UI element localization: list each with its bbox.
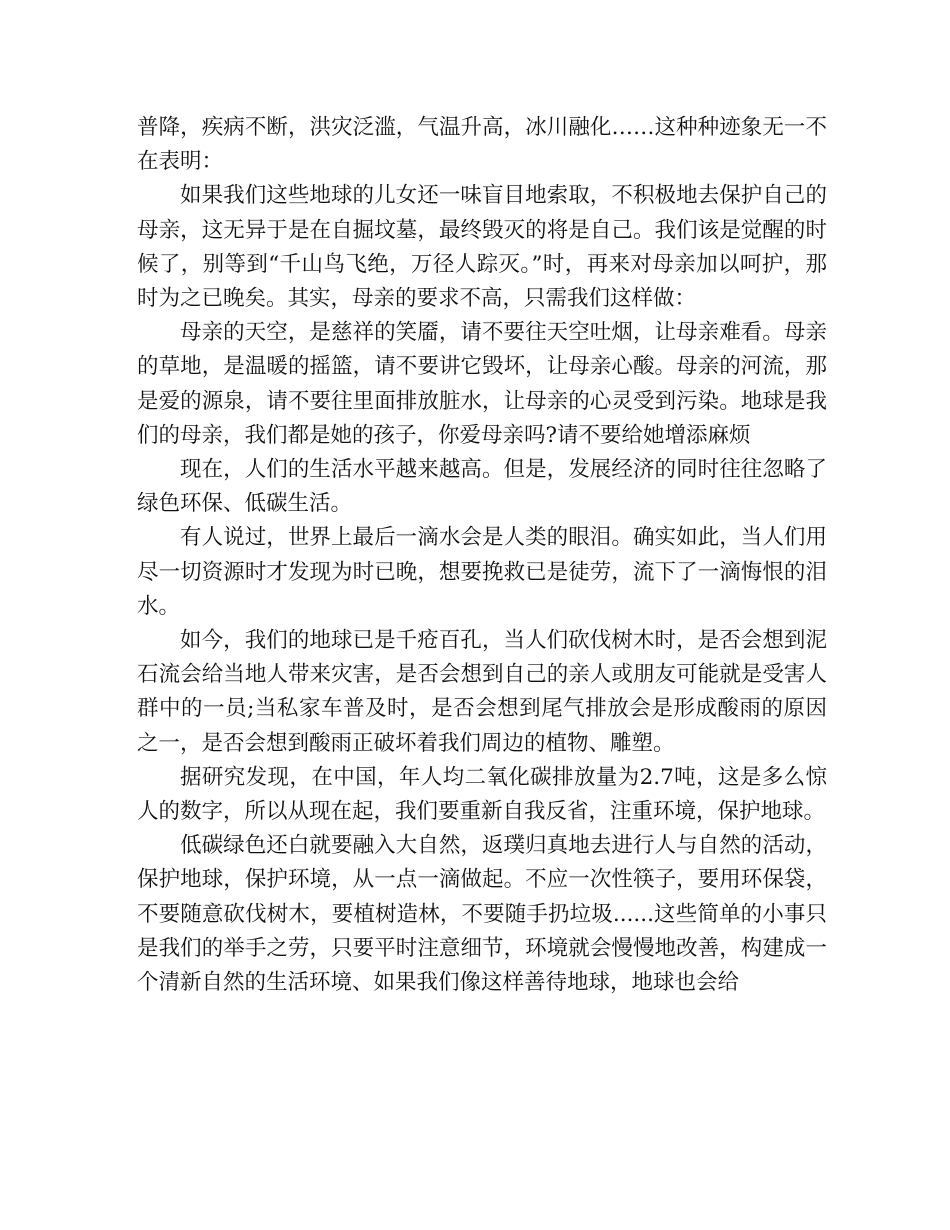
- paragraph-5: 有人说过，世界上最后一滴水会是人类的眼泪。确实如此，当人们用尽一切资源时才发现为时已晚，想要挽救已是徒劳，流下了一滴悔恨的泪水。: [137, 525, 827, 619]
- paragraph-4: 现在，人们的生活水平越来越高。但是，发展经济的同时往往忽略了绿色环保、低碳生活。: [137, 457, 827, 517]
- paragraph-6: 如今，我们的地球已是千疮百孔，当人们砍伐树木时，是否会想到泥石流会给当地人带来灾害，是否会想到自己的亲人或朋友可能就是受害人群中的一员;当私家车普及时，是否会想到尾气排放会是形成酸雨的原因之一，是否会想到酸雨正破坏着我们周边的植物、雕塑。: [137, 628, 827, 756]
- paragraph-8: 低碳绿色还白就要融入大自然，返璞归真地去进行人与自然的活动，保护地球，保护环境，从一点一滴做起。不应一次性筷子，要用环保袋，不要随意砍伐树木，要植树造林，不要随手扔垃圾......这些简单的小事只是我们的举手之劳，只要平时注意细节，环境就会慢慢地改善，构建成一个清新自然的生活环境、如果我们像这样善待地球，地球也会给: [137, 833, 827, 996]
- paragraph-7: 据研究发现，在中国，年人均二氧化碳排放量为2.7吨，这是多么惊人的数字，所以从现在起，我们要重新自我反省，注重环境，保护地球。: [137, 764, 827, 825]
- paragraph-3: 母亲的天空，是慈祥的笑靥，请不要往天空吐烟，让母亲难看。母亲的草地，是温暖的摇篮，请不要讲它毁坏，让母亲心酸。母亲的河流，那是爱的源泉，请不要往里面排放脏水，让母亲的心灵受到污染。地球是我们的母亲，我们都是她的孩子，你爱母亲吗?请不要给她增添麻烦: [137, 320, 827, 448]
- paragraph-2: 如果我们这些地球的儿女还一味盲目地索取，不积极地去保护自己的母亲，这无异于是在自掘坟墓，最终毁灭的将是自己。我们该是觉醒的时候了，别等到“千山鸟飞绝，万径人踪灭。”时，再来对母亲加以呵护，那时为之已晚矣。其实，母亲的要求不高，只需我们这样做：: [137, 183, 827, 312]
- document-body: [137, 111, 827, 1000]
- paragraph-1: 普降，疾病不断，洪灾泛滥，气温升高，冰川融化……这种种迹象无一不在表明：: [137, 115, 827, 175]
